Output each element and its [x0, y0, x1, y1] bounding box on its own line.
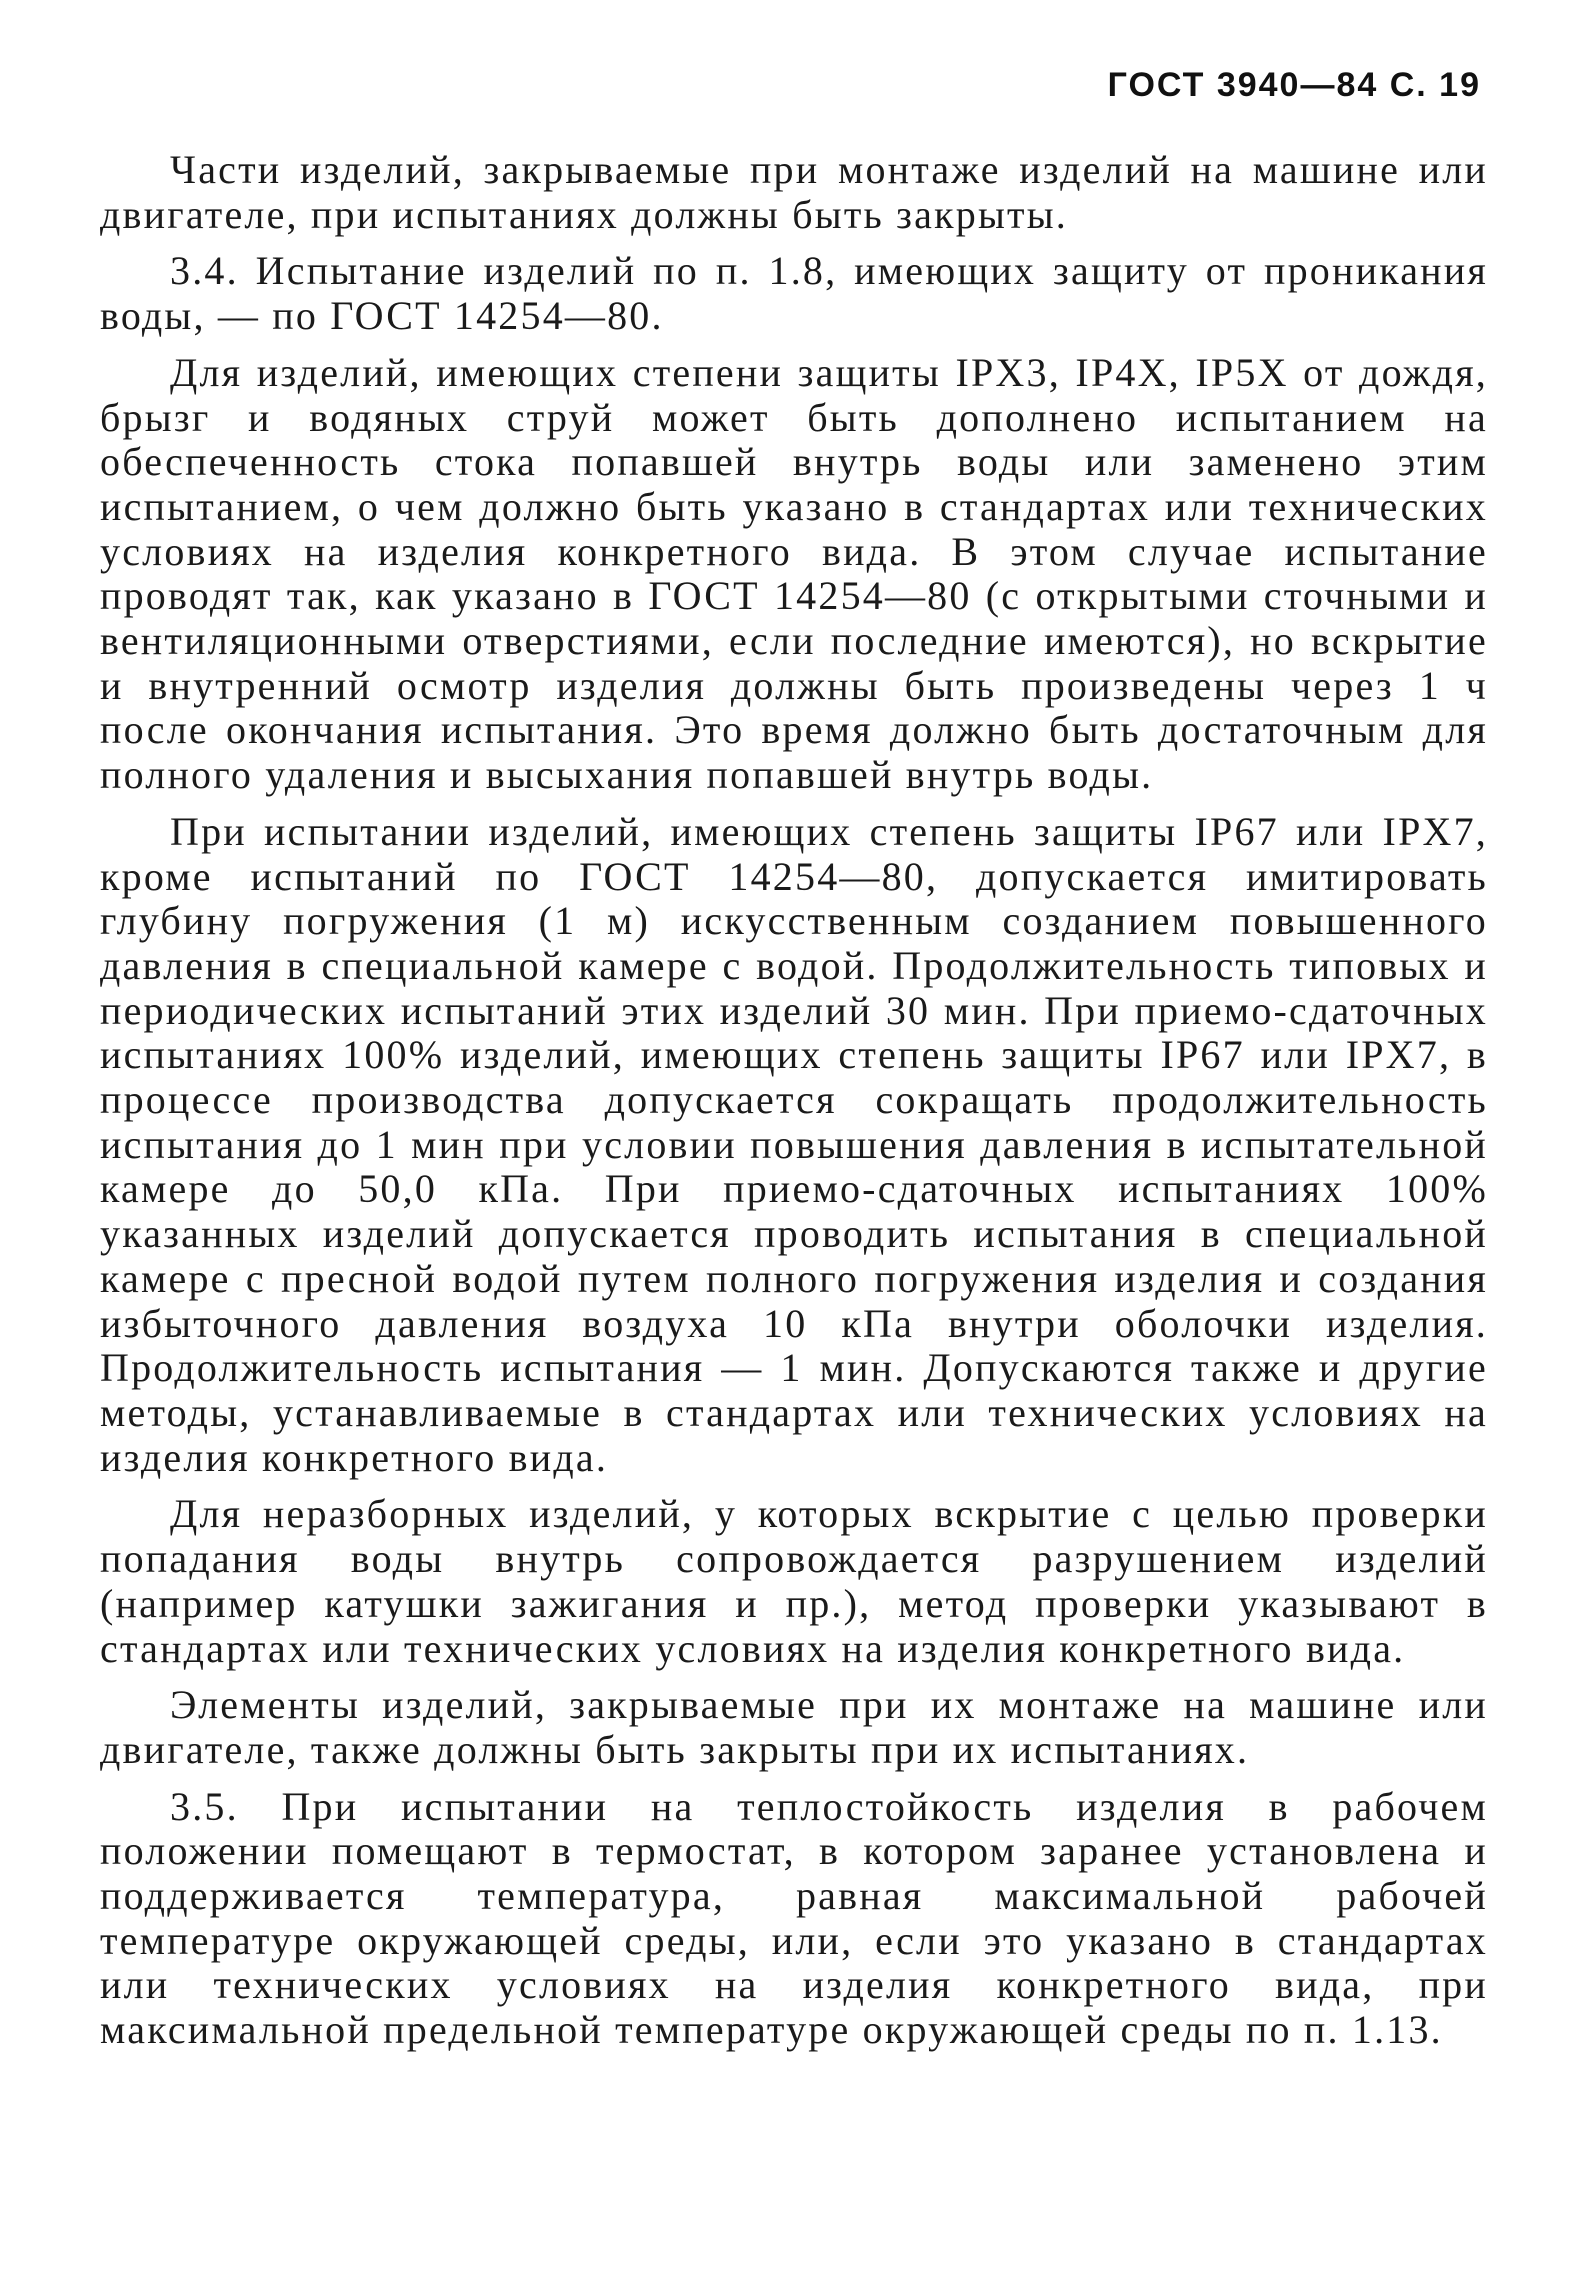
- paragraph-3-4: 3.4. Испытание изделий по п. 1.8, имеющих защиту от проникания воды, — по ГОСТ 14254—80.: [100, 248, 1488, 339]
- body-text: [100, 148, 1488, 2065]
- paragraph-parts-closed: Части изделий, закрываемые при монтаже изделий на машине или двигателе, при испытаниях должны быть закрыты.: [100, 147, 1488, 237]
- paragraph-ipx-drain-test: Для изделий, имеющих степени защиты IPX3, IP4X, IP5X от дождя, брызг и водяных струй может быть дополнено испытанием на обеспеченность стока попавшей внутрь воды или заменено этим испытанием, о чем должно быть указано в стандартах или технических условиях на изделия конкретного вида. В этом случае испытание проводят так, как указано в ГОСТ 14254—80 (с открытыми сточными и вентиляционными отверстиями, если последние имеются), но вскрытие и внутренний осмотр изделия должны быть произведены через 1 ч после окончания испытания. Это время должно быть достаточным для полного удаления и высыхания попавшей внутрь воды.: [100, 349, 1488, 798]
- paragraph-non-demountable: Для неразборных изделий, у которых вскрытие с целью проверки попадания воды внутрь сопровождается разрушением изделий (например катушки зажигания и пр.), метод проверки указывают в стандартах или технических условиях на изделия конкретного вида.: [100, 1491, 1488, 1671]
- paragraph-elements-closed: Элементы изделий, закрываемые при их монтаже на машине или двигателе, также должны быть закрыты при их испытаниях.: [100, 1682, 1488, 1772]
- running-header: ГОСТ 3940—84 С. 19: [1107, 66, 1481, 104]
- paragraph-ip67-immersion: При испытании изделий, имеющих степень защиты IP67 или IPX7, кроме испытаний по ГОСТ 14254—80, допускается имитировать глубину погружения (1 м) искусственным созданием повышенного давления в специальной камере с водой. Продолжительность типовых и периодических испытаний этих изделий 30 мин. При приемо-сдаточных испытаниях 100% изделий, имеющих степень защиты IP67 или IPX7, в процессе производства допускается сокращать продолжительность испытания до 1 мин при условии повышения давления в испытательной камере до 50,0 кПа. При приемо-сдаточных испытаниях 100% указанных изделий допускается проводить испытания в специальной камере с пресной водой путем полного погружения изделия и создания избыточного давления воздуха 10 кПа внутри оболочки изделия. Продолжительность испытания — 1 мин. Допускаются также и другие методы, устанавливаемые в стандартах или технических условиях на изделия конкретного вида.: [100, 808, 1488, 1480]
- paragraph-3-5: 3.5. При испытании на теплостойкость изделия в рабочем положении помещают в термостат, в котором заранее установлена и поддерживается температура, равная максимальной рабочей температуре окружающей среды, или, если это указано в стандартах или технических условиях на изделия конкретного вида, при максимальной предельной температуре окружающей среды по п. 1.13.: [100, 1783, 1488, 2053]
